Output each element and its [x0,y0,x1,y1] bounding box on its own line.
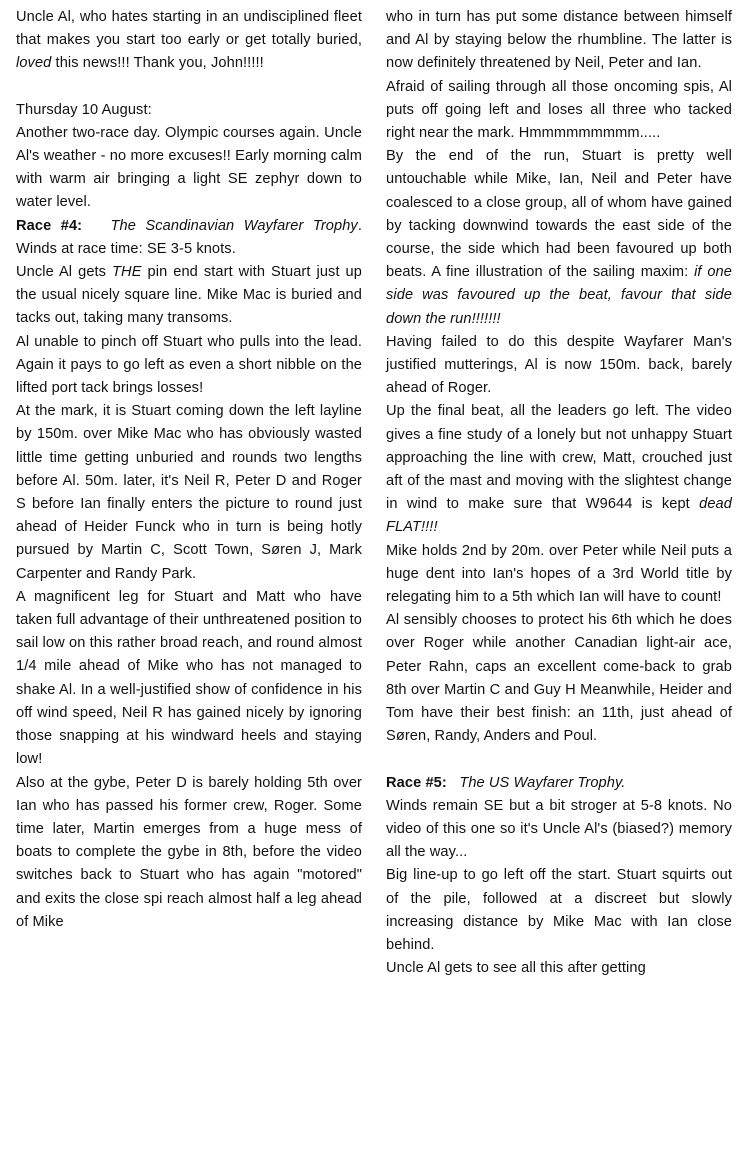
paragraph-at-the-mark: At the mark, it is Stuart coming down the left layline by 150m. over Mike Mac who has obviously wasted little time getting unburied and rounds two lengths before Al. 50m. later, it's Neil R, Peter D and Roger S before Ian finally enters the picture to round just ahead of Heider Funck who in turn is being hotly pursued by Martin C, Scott Town, Søren J, Mark Carpenter and Randy Park. [16,403,362,582]
race4-label: Race #4: [16,217,83,234]
document-page [16,6,732,1158]
paragraph-mike-holds-2nd: Mike holds 2nd by 20m. over Peter while Neil puts a huge dent into Ian's hopes of a 3rd World title by relegating him to a 5th which Ian will have to count! [386,542,732,606]
emphasis-loved: loved [16,55,52,72]
paragraph-final-beat: Up the final beat, all the leaders go left. The video gives a fine study of a lonely but not unhappy Stuart approaching the line with crew, Matt, crouched just aft of the mast and moving with the slightest change in wind to make sure that W9644 is kept dead FLAT!!!! [386,403,732,536]
paragraph-race5-winds: Winds remain SE but a bit stroger at 5-8 knots. No video of this one so it's Uncle Al's (biased?) memory all the way... [386,797,732,861]
paragraph-oncoming-spis: Afraid of sailing through all those oncoming spis, Al puts off going left and loses all three who tacked right near the mark. Hmmmmmmmmm..... [386,78,732,142]
paragraph-uncle-al-sees: Uncle Al gets to see all this after getting [386,960,646,977]
emphasis-dead-flat: dead FLAT!!!! [386,496,732,536]
race4-heading: Race #4: The Scandinavian Wayfarer Trophy. Winds at race time: SE 3-5 knots. [16,217,362,257]
paragraph-stuart-lead: Al unable to pinch off Stuart who pulls into the lead. Again it pays to go left as even a short nibble on the lifted port tack brings losses! [16,333,362,397]
race4-title: The Scandinavian Wayfarer Trophy [110,217,358,234]
paragraph-big-line-up: Big line-up to go left off the start. Stuart squirts out of the pile, followed at a discreet but slowly increasing distance by Mike Mac with Ian close behind. [386,867,732,953]
right-column [386,6,732,1158]
paragraph-at-the-gybe: Also at the gybe, Peter D is barely holding 5th over Ian who has passed his former crew, Roger. Some time later, Martin emerges from a huge mess of boats to complete the gybe in 8th, before the video switches back to Stuart who has again "motored" and exits the close spi reach almost half a leg ahead of Mike [16,774,362,930]
paragraph-rhumbline: who in turn has put some distance between himself and Al by staying below the rhumbline. The latter is now definitely threatened by Neil, Peter and Ian. [386,9,732,72]
paragraph-wayfarer-man: Having failed to do this despite Wayfarer Man's justified mutterings, Al is now 150m. back, barely ahead of Roger. [386,333,732,397]
paragraph-two-race-day: Another two-race day. Olympic courses again. Uncle Al's weather - no more excuses!! Early morning calm with warm air bringing a light SE zephyr down to water level. [16,124,362,211]
left-column [16,6,362,1158]
race5-heading [386,772,732,795]
paragraph-protect-6th: Al sensibly chooses to protect his 6th which he does over Roger while another Canadian light-air ace, Peter Rahn, caps an excellent come-back to grab 8th over Martin C and Guy H Meanwhile, Heider and Tom have their best finish: an 11th, just ahead of Søren, Randy, Anders and Poul. [386,612,732,745]
paragraph-magnificent-leg: A magnificent leg for Stuart and Matt who have taken full advantage of their unthreatened position to sail low on this rather broad reach, and round almost 1/4 mile ahead of Mike who has not managed to shake Al. In a well-justified show of confidence in his off wind speed, Neil R has gained nicely by ignoring those snapping at his windward heels and staying low! [16,588,362,768]
race5-label: Race #5: [386,774,447,791]
paragraph-pin-end-start: Uncle Al gets THE pin end start with Stuart just up the usual nicely square line. Mike Mac is buried and tacks out, taking many transoms. [16,264,362,327]
paragraph-end-of-run: By the end of the run, Stuart is pretty well untouchable while Mike, Ian, Neil and Peter have coalesced to a close group, all of whom have gained by tacking downwind towards the east side of the course, the side which had been favoured up both beats. A fine illustration of the sailing maxim: if one side was favoured up the beat, favour that side down the run!!!!!!! [386,148,732,327]
day-heading: Thursday 10 August: [16,101,152,118]
race5-title: The US Wayfarer Trophy. [459,774,626,791]
paragraph-intro-close: Uncle Al, who hates starting in an undisciplined fleet that makes you start too early or get totally buried, loved this news!!! Thank you, John!!!!! [16,9,362,72]
sailing-maxim: if one side was favoured up the beat, favour that side down the run!!!!!!! [386,264,732,327]
